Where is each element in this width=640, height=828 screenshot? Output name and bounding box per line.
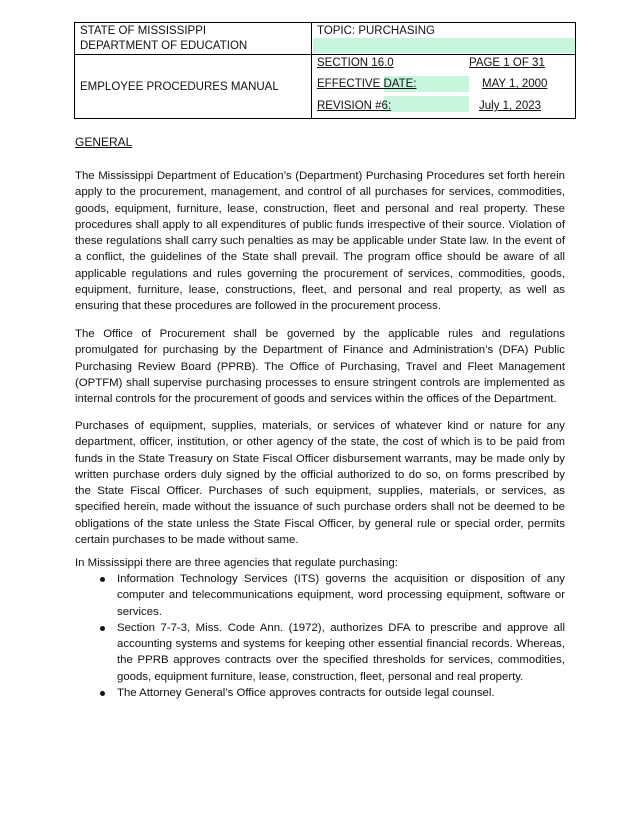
list-item (75, 685, 565, 701)
list-item-text: Information Technology Services (ITS) governs the acquisition or disposition of any computer and telecommunications equipment, word processing equipment, software or services. (117, 573, 565, 618)
state-name: STATE OF MISSISSIPPI (80, 25, 207, 37)
section-number-text: SECTION 16.0 (317, 57, 394, 69)
bullet-icon (100, 577, 105, 582)
paragraph-general: The Mississippi Department of Education’s (Department) Purchasing Procedures set forth herein apply to the procurement, management, and control of all purchases for services, commodities, goods, equipment, furniture, lease, construction, fleet and personal and real property. These procedures shall apply to all expenditures of public funds irrespective of their source. Violation of these regulations shall carry such penalties as may be applicable under State law. In the event of a conflict, the guidelines of the State shall prevail. The program office should be aware of all applicable regulations and rules governing the procurement of services, commodities, goods, equipment, furniture, lease, constructions, fleet, and personal and real property, as well as ensuring that these procedures are followed in the procurement process. (75, 170, 565, 313)
list-item-text: The Attorney General’s Office approves contracts for outside legal counsel. (117, 687, 495, 700)
page-number: PAGE 1 OF 31 (469, 57, 545, 69)
list-item (75, 620, 565, 685)
topic-highlight (313, 38, 575, 53)
revision-value: July 1, 2023 (479, 100, 542, 112)
list-item (75, 571, 565, 620)
effective-date-row (317, 77, 548, 92)
paragraph-agencies-intro: In Mississippi there are three agencies that regulate purchasing: (75, 557, 398, 569)
revision-row (317, 99, 545, 114)
department-name: DEPARTMENT OF EDUCATION (80, 40, 248, 52)
header-divider-vertical (311, 23, 312, 118)
revision-label: REVISION #6: (317, 100, 392, 112)
section-heading: GENERAL (75, 135, 133, 149)
bullet-icon (100, 691, 105, 696)
bullet-icon (100, 626, 105, 631)
agencies-list (75, 571, 565, 701)
list-item-text: Section 7-7-3, Miss. Code Ann. (1972), authorizes DFA to prescribe and approve all accounting systems and systems for keeping other essential financial records. Whereas, the PPRB approves contracts over the specified thresholds for services, commodities, goods, equipment furniture, lease, construction, fleet, personal and real property. (117, 621, 565, 683)
topic-label: TOPIC: PURCHASING (317, 25, 435, 37)
paragraph-purchase-orders: Purchases of equipment, supplies, materials, or services of whatever kind or nature for any department, officer, institution, or other agency of the state, the cost of which is to be paid from funds in the State Treasury on State Fiscal Officer disbursement warrants, may be made only by written purchase orders duly signed by the official authorized to do so, on forms prescribed by the State Fiscal Officer. Purchases of such equipment, supplies, materials, or services, as specified herein, made without the issuance of such purchase orders shall not be deemed to be obligations of the state unless the State Fiscal Officer, by general rule or special order, permits certain purchases to be made without same. (75, 420, 565, 547)
header-table (74, 22, 576, 119)
section-number (317, 56, 546, 71)
manual-title: EMPLOYEE PROCEDURES MANUAL (80, 81, 279, 93)
effective-date-value: MAY 1, 2000 (482, 78, 548, 90)
header-divider-horizontal (75, 54, 575, 55)
effective-date-label: EFFECTIVE DATE: (317, 78, 417, 90)
paragraph-office-procurement: The Office of Procurement shall be governed by the applicable rules and regulations promulgated for purchasing by the Department of Finance and Administration’s (DFA) Public Purchasing Review Board (PPRB). The Office of Purchasing, Travel and Fleet Management (OPTFM) shall supervise purchasing processes to ensure stringent controls are implemented as internal controls for the procurement of goods and services within the offices of the Department. (75, 328, 565, 406)
